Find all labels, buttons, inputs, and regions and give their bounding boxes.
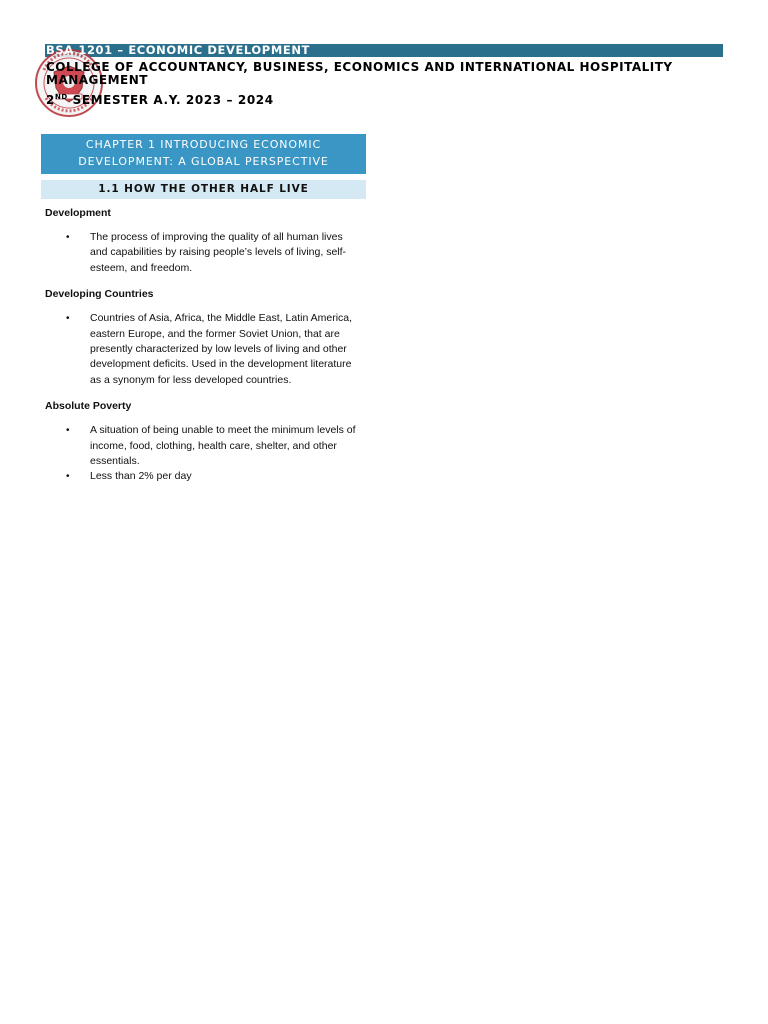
bullet-icon: • (66, 313, 70, 325)
chapter-heading-line2: DEVELOPMENT: A GLOBAL PERSPECTIVE (78, 155, 329, 168)
term-developing-countries: Developing Countries (45, 288, 154, 301)
bullet-text: Less than 2% per day (90, 470, 192, 483)
college-name: COLLEGE OF ACCOUNTANCY, BUSINESS, ECONOMICS AND INTERNATIONAL HOSPITALITY MANAGEMENT (46, 60, 673, 87)
bullet-text: The process of improving the quality of all human lives and capabilities by raising people’s levels of living, self-esteem, and freedom. (90, 231, 347, 274)
bullet-icon: • (66, 232, 70, 243)
bullet-icon: • (66, 425, 70, 437)
term-developing-countries-bullets (45, 311, 365, 388)
term-development: Development (45, 207, 111, 219)
list-item (45, 311, 365, 388)
semester-suffix: ND (54, 93, 68, 101)
chapter-heading (41, 134, 366, 174)
term-absolute-poverty: Absolute Poverty (45, 400, 132, 413)
course-title: BSA 1201 – ECONOMIC DEVELOPMENT (46, 43, 311, 57)
list-item (45, 469, 365, 484)
chapter-heading-line1: CHAPTER 1 INTRODUCING ECONOMIC (85, 138, 322, 151)
list-item (45, 423, 365, 469)
term-development-bullets (45, 230, 365, 276)
bullet-text: Countries of Asia, Africa, the Middle East, Latin America, eastern Europe, and the former Soviet Union, that are presently characterized by low levels of living and other development deficits. Used in the development literature as a synonym for less developed countries. (90, 312, 353, 386)
list-item (45, 230, 365, 276)
semester-ordinal: 2 (46, 93, 55, 107)
section-heading: 1.1 HOW THE OTHER HALF LIVE (41, 180, 366, 199)
term-absolute-poverty-bullets (45, 423, 365, 485)
bullet-text: A situation of being unable to meet the minimum levels of income, food, clothing, health care, shelter, and other essentials. (90, 424, 356, 468)
definitions-list (45, 205, 365, 495)
semester-label (46, 93, 274, 107)
bullet-icon: • (66, 471, 70, 483)
semester-rest: SEMESTER A.Y. 2023 – 2024 (67, 93, 274, 107)
